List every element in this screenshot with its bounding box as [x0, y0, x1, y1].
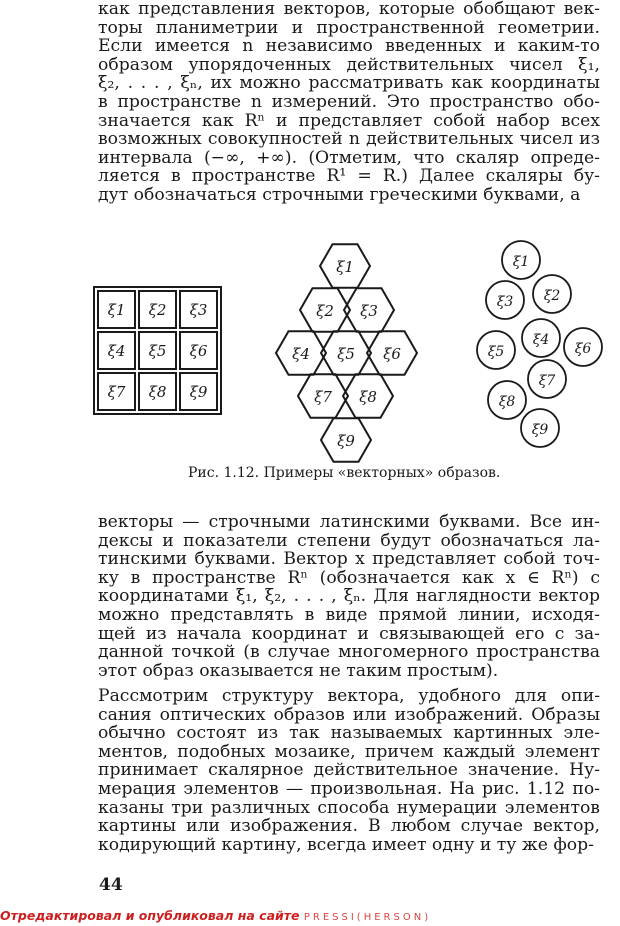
text-line: щей из начала координат и связывающей его с за- [98, 623, 600, 644]
footer-text: Отредактировал и опубликовал на сайте [0, 908, 300, 923]
xi-label: ξ7 [538, 373, 556, 389]
text-line: ку в пространстве Rⁿ (обозначается как x ∈ Rⁿ) с [98, 567, 600, 588]
xi-label: ξ7 [314, 388, 332, 406]
xi-label: ξ2 [316, 302, 334, 320]
text-line: значается как Rⁿ и представляет собой набор всех [98, 110, 600, 131]
text-line: мерация элементов — произвольная. На рис. 1.12 по- [98, 778, 600, 799]
text-line: тинскими буквами. Вектор x представляет собой точ- [98, 549, 600, 570]
paragraph-vectors [98, 513, 600, 680]
text-line: казаны три различных способа нумерации элементов [98, 797, 600, 818]
page-number: 44 [99, 875, 123, 895]
xi-label: ξ4 [107, 342, 126, 360]
xi-label: ξ3 [360, 302, 378, 320]
text-line: Если имеется n независимо введенных и каким-то [98, 36, 600, 57]
xi-label: ξ3 [189, 301, 208, 319]
text-line: ляется в пространстве R¹ = R.) Далее скаляры бу- [98, 166, 600, 187]
watermark-footer [0, 908, 431, 923]
text-line: образом упорядоченных действительных чисел ξ₁, [98, 54, 600, 75]
xi-label: ξ8 [498, 394, 516, 410]
xi-label: ξ1 [512, 254, 530, 270]
xi-label: ξ6 [574, 341, 592, 357]
xi-label: ξ4 [532, 332, 550, 348]
xi-label: ξ5 [148, 342, 167, 360]
text-line: данной точкой (в случае многомерного пространства [98, 642, 600, 663]
footer-brand: PRESSI(HERSON) [303, 912, 432, 923]
xi-label: ξ9 [531, 422, 549, 438]
xi-label: ξ2 [148, 301, 167, 319]
circle-figure [477, 241, 602, 447]
text-line: интервала (−∞, +∞). (Отметим, что скаляр опреде- [98, 147, 600, 168]
xi-label: ξ5 [337, 345, 355, 363]
text-line: ментов, подобных мозаике, причем каждый элемент [98, 741, 600, 762]
xi-label: ξ6 [383, 345, 401, 363]
paragraph-structure [98, 687, 600, 854]
xi-label: ξ3 [496, 294, 514, 310]
text-line: дут обозначаться строчными греческими буквами, а [98, 184, 581, 205]
text-line: векторы — строчными латинскими буквами. Все ин- [98, 512, 600, 532]
xi-label: ξ2 [543, 288, 561, 304]
text-line: принимает скалярное действительное значение. Ну- [98, 760, 600, 781]
text-line: Рассмотрим структуру вектора, удобного для опи- [98, 686, 600, 706]
text-line: ξ₂, . . . , ξₙ, их можно рассматривать как координаты [98, 73, 600, 94]
text-line: этот образ оказывается не таким простым). [98, 660, 499, 681]
xi-label: ξ9 [189, 383, 208, 401]
xi-label: ξ1 [336, 258, 354, 276]
xi-label: ξ1 [107, 301, 126, 319]
figure-caption: Рис. 1.12. Примеры «векторных» образов. [188, 465, 501, 481]
text-line: возможных совокупностей n действительных чисел из [98, 129, 600, 150]
xi-label: ξ4 [292, 345, 310, 363]
text-line: можно представлять в виде прямой линии, исходя- [98, 604, 600, 625]
xi-label: ξ7 [107, 383, 126, 401]
xi-label: ξ9 [337, 432, 355, 450]
xi-label: ξ8 [359, 388, 377, 406]
text-line: кодирующий картину, всегда имеет одну и ту же фор- [98, 834, 594, 855]
text-line: торы планиметрии и пространственной геометрии. [98, 17, 600, 38]
text-line: дексы и показатели степени будут обозначаться ла- [98, 530, 600, 551]
hexagon-figure [276, 244, 417, 461]
text-line: обычно состоят из так называемых картинных эле- [98, 723, 600, 744]
text-line: в пространстве n измерений. Это пространство обо- [98, 91, 600, 112]
text-line: координатами ξ₁, ξ₂, . . . , ξₙ. Для наглядности вектор [98, 586, 600, 607]
text-line: картины или изображения. В любом случае вектор, [98, 816, 600, 837]
text-line: как представления векторов, которые обобщают век- [98, 0, 600, 19]
square-grid-figure [94, 287, 221, 414]
text-line: сания оптических образов или изображений. Образы [98, 704, 600, 725]
xi-label: ξ5 [487, 344, 505, 360]
xi-label: ξ8 [148, 383, 167, 401]
xi-label: ξ6 [189, 342, 208, 360]
